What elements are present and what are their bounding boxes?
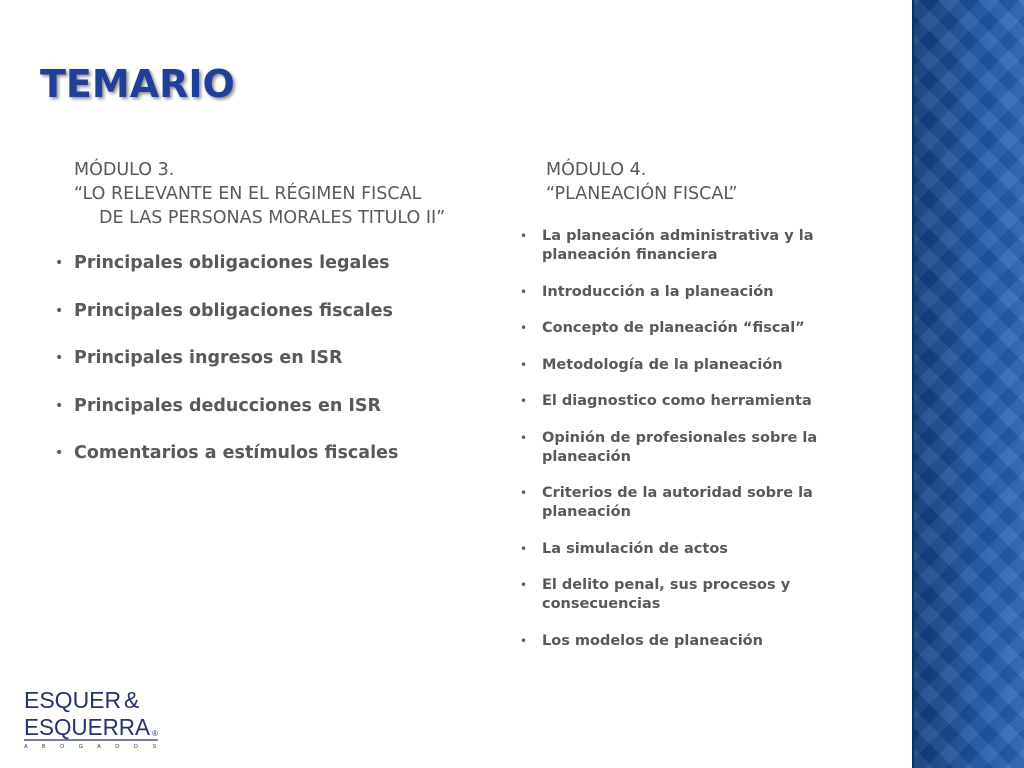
module-3-title-line1: “LO RELEVANTE EN EL RÉGIMEN FISCAL [74, 184, 422, 204]
list-item: • La planeación administrativa y la planeación financiera [520, 228, 814, 263]
logo-tagline: A B O G A D O S [24, 744, 156, 750]
module-4-title-line1: “PLANEACIÓN FISCAL” [546, 184, 738, 204]
list-item: • Comentarios a estímulos fiscales [55, 443, 399, 463]
module-3-title-line2: DE LAS PERSONAS MORALES TITULO II” [99, 208, 446, 228]
firm-logo [12, 680, 180, 760]
bullet-icon: • [520, 578, 528, 592]
list-item: • Opinión de profesionales sobre la planeación [520, 429, 818, 465]
bullet-icon: • [520, 430, 528, 445]
bullet-icon: • [55, 255, 64, 271]
logo-line2: ESQUERRA [24, 714, 151, 740]
list-item: • Principales deducciones en ISR [55, 395, 381, 416]
module-3-topic-list [55, 252, 495, 464]
list-item: • Principales ingresos en ISR [55, 348, 343, 368]
bullet-icon: • [520, 394, 528, 408]
list-item: • Criterios de la autoridad sobre la planeación [520, 485, 813, 520]
bullet-icon: • [520, 357, 528, 372]
bullet-icon: • [55, 302, 64, 319]
bullet-icon: • [55, 445, 64, 461]
list-item: • El delito penal, sus procesos y consecuencias [520, 577, 791, 612]
module-3-number: MÓDULO 3. [74, 160, 175, 180]
list-item: • Metodología de la planeación [520, 356, 783, 373]
bullet-icon: • [520, 284, 528, 299]
decorative-side-band [912, 0, 1024, 768]
module-4-topic-list [520, 227, 850, 651]
list-item: • Principales obligaciones legales [55, 253, 390, 273]
bullet-icon: • [520, 321, 528, 335]
bullet-icon: • [55, 397, 64, 414]
module-4-column [520, 158, 850, 668]
bullet-icon: • [55, 350, 64, 366]
list-item: • Los modelos de planeación [520, 632, 763, 649]
slide-title: TEMARIO [40, 62, 235, 106]
module-3-column [55, 158, 495, 490]
bullet-icon: • [520, 229, 528, 243]
logo-line1: ESQUER [24, 687, 122, 713]
module-4-heading [520, 158, 850, 206]
module-3-heading [55, 158, 495, 230]
bullet-icon: • [520, 541, 528, 556]
list-item: • El diagnostico como herramienta [520, 393, 812, 409]
bullet-icon: • [520, 486, 528, 500]
list-item: • Principales obligaciones fiscales [55, 300, 393, 321]
logo-ampersand: & [124, 687, 140, 713]
list-item: • Introducción a la planeación [520, 283, 774, 300]
list-item: • Concepto de planeación “fiscal” [520, 320, 805, 336]
bullet-icon: • [520, 633, 528, 648]
list-item: • La simulación de actos [520, 540, 728, 557]
logo-registered-mark: ® [152, 729, 158, 738]
module-4-number: MÓDULO 4. [546, 160, 647, 180]
